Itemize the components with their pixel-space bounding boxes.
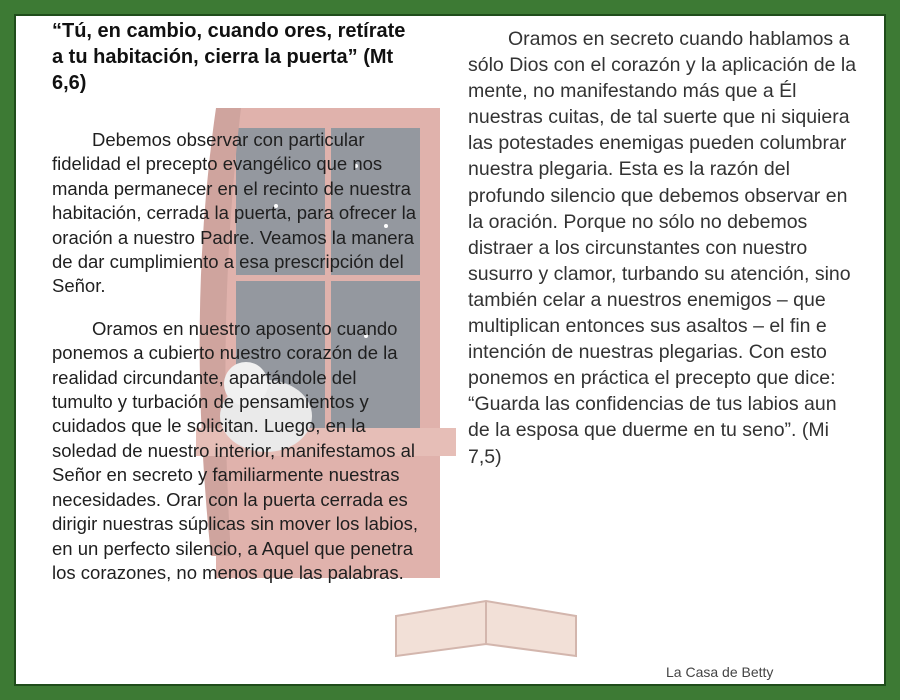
credit-label: La Casa de Betty	[666, 664, 774, 680]
page-paper	[16, 16, 884, 684]
right-paragraph-1: Oramos en secreto cuando hablamos a sólo Dios con el corazón y la aplicación de la mente, no manifestando más que a Él nuestras cuitas, de tal suerte que ni siquiera las potestades enemigas pueden columbrar nuestra plegaria. Esta es la razón del profundo silencio que debemos observar en la oración. Porque no sólo no debemos distraer a los circunstantes con nuestro susurro y clamor, turbando su atención, sino también celar a nuestros enemigos – que multiplican entonces sus asaltos – el fin e intención de nuestras plegarias. Con esto ponemos en práctica el precepto que dice: “Guarda las confidencias de tus labios aun de la esposa que duerme en tu seno”. (Mi 7,5)	[468, 28, 857, 468]
page-title: “Tú, en cambio, cuando ores, retírate a tu habitación, cierra la puerta” (Mt 6,6)	[52, 20, 406, 94]
right-column	[468, 26, 860, 470]
left-column	[52, 18, 420, 603]
left-paragraph-1: Debemos observar con particular fidelidad el precepto evangélico que nos manda permanecer en el recinto de nuestra habitación, cerrada la puerta, para ofrecer la oración a nuestro Padre. Veamos la manera de dar cumplimiento a esa prescripción del Señor.	[52, 129, 417, 297]
left-paragraph-2: Oramos en nuestro aposento cuando ponemos a cubierto nuestro corazón de la realidad circundante, apartándole del tumulto y turbación de pensamientos y cuidados que le solicitan. Luego, en la soledad de nuestro interior, manifestamos al Señor en secreto y familiarmente nuestras necesidades. Orar con la puerta cerrada es dirigir nuestras súplicas sin mover los labios, en un perfecto silencio, a Aquel que penetra los corazones, no menos que las palabras.	[52, 317, 419, 583]
